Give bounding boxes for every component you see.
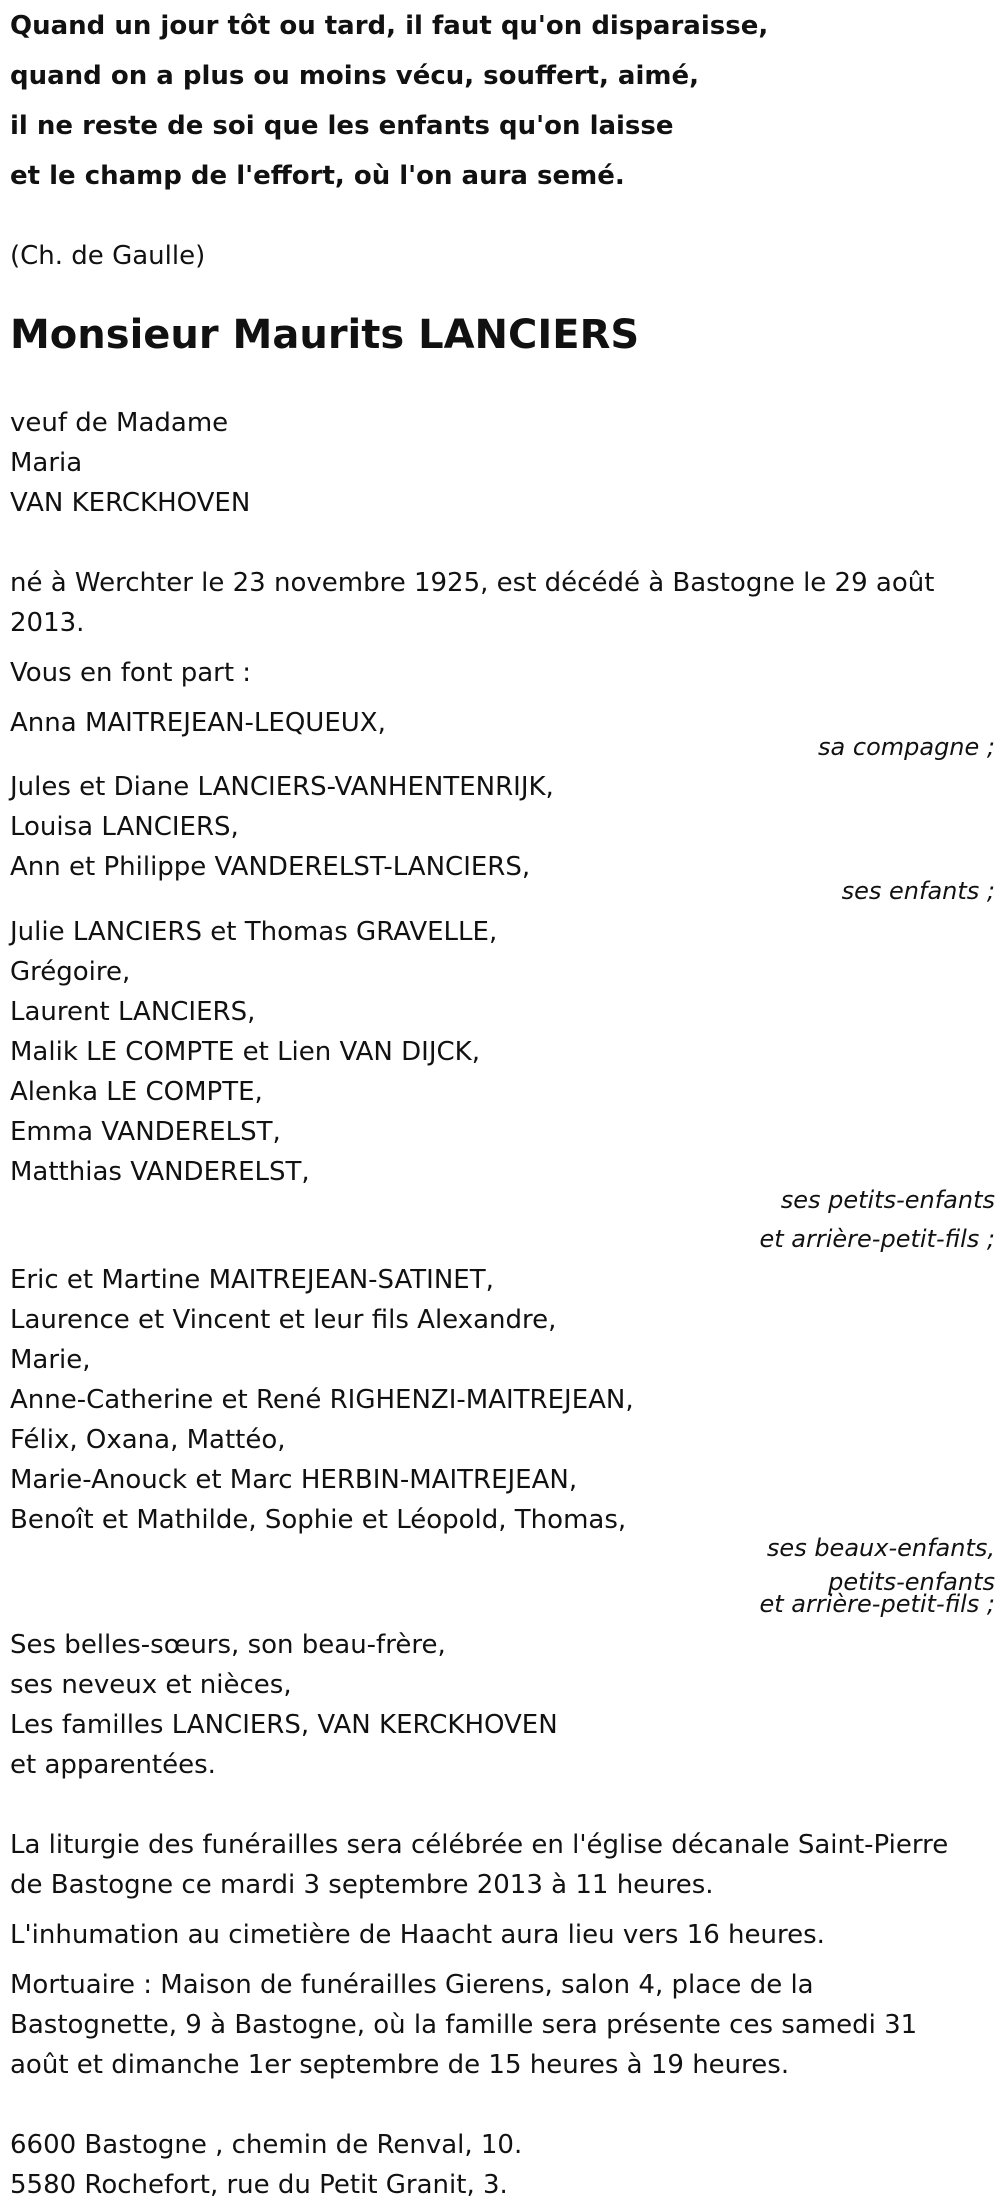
relation-label: ses petits-enfants [780, 1186, 995, 1214]
relation-label: et arrière-petit-fils ; [759, 1590, 995, 1618]
liturgy-line: La liturgie des funérailles sera célébrée en l'église décanale Saint-Pierre [10, 1830, 949, 1860]
relation-label: et arrière-petit-fils ; [759, 1225, 995, 1253]
widower-line: Maria [10, 448, 83, 478]
birth-death-line: 2013. [10, 608, 85, 638]
relation-label: ses beaux-enfants, [766, 1534, 995, 1562]
family-member: Louisa LANCIERS, [10, 812, 239, 842]
family-line: Ses belles-sœurs, son beau-frère, [10, 1630, 446, 1660]
burial-line: L'inhumation au cimetière de Haacht aura lieu vers 16 heures. [10, 1920, 825, 1950]
family-member: Marie-Anouck et Marc HERBIN-MAITREJEAN, [10, 1465, 578, 1495]
family-member: Anne-Catherine et René RIGHENZI-MAITREJEAN, [10, 1385, 634, 1415]
mortuary-line: Bastognette, 9 à Bastogne, où la famille sera présente ces samedi 31 [10, 2010, 918, 2040]
poem-line: Quand un jour tôt ou tard, il faut qu'on disparaisse, [10, 11, 769, 41]
family-line: Les familles LANCIERS, VAN KERCKHOVEN [10, 1710, 558, 1740]
relation-label: sa compagne ; [818, 733, 995, 761]
family-line: et apparentées. [10, 1750, 216, 1780]
poem-author: (Ch. de Gaulle) [10, 241, 206, 271]
family-line: ses neveux et nièces, [10, 1670, 292, 1700]
widower-line: VAN KERCKHOVEN [10, 488, 251, 518]
family-member: Laurent LANCIERS, [10, 997, 256, 1027]
poem-line: quand on a plus ou moins vécu, souffert, aimé, [10, 61, 699, 91]
family-member: Benoît et Mathilde, Sophie et Léopold, Thomas, [10, 1505, 627, 1535]
family-member: Marie, [10, 1345, 91, 1375]
poem-line: il ne reste de soi que les enfants qu'on laisse [10, 111, 674, 141]
deceased-name: Monsieur Maurits LANCIERS [10, 312, 640, 358]
relation-label: ses enfants ; [841, 877, 995, 905]
liturgy-line: de Bastogne ce mardi 3 septembre 2013 à 11 heures. [10, 1870, 714, 1900]
family-member: Emma VANDERELST, [10, 1117, 281, 1147]
mortuary-line: août et dimanche 1er septembre de 15 heures à 19 heures. [10, 2050, 790, 2080]
birth-death-line: né à Werchter le 23 novembre 1925, est décédé à Bastogne le 29 août [10, 568, 935, 598]
family-member: Julie LANCIERS et Thomas GRAVELLE, [10, 917, 498, 947]
announce-label: Vous en font part : [10, 658, 252, 688]
address-line: 6600 Bastogne , chemin de Renval, 10. [10, 2130, 523, 2160]
family-member: Grégoire, [10, 957, 131, 987]
family-member: Alenka LE COMPTE, [10, 1077, 263, 1107]
family-member: Eric et Martine MAITREJEAN-SATINET, [10, 1265, 494, 1295]
family-member: Ann et Philippe VANDERELST-LANCIERS, [10, 852, 531, 882]
address-line: 5580 Rochefort, rue du Petit Granit, 3. [10, 2170, 508, 2200]
widower-line: veuf de Madame [10, 408, 229, 438]
relation-label: petits-enfants [828, 1568, 995, 1596]
family-member: Jules et Diane LANCIERS-VANHENTENRIJK, [10, 772, 554, 802]
family-member: Anna MAITREJEAN-LEQUEUX, [10, 708, 386, 738]
family-member: Laurence et Vincent et leur fils Alexandre, [10, 1305, 557, 1335]
mortuary-line: Mortuaire : Maison de funérailles Gierens, salon 4, place de la [10, 1970, 814, 2000]
family-member: Félix, Oxana, Mattéo, [10, 1425, 286, 1455]
poem-line: et le champ de l'effort, où l'on aura semé. [10, 161, 625, 191]
family-member: Malik LE COMPTE et Lien VAN DIJCK, [10, 1037, 480, 1067]
family-member: Matthias VANDERELST, [10, 1157, 310, 1187]
